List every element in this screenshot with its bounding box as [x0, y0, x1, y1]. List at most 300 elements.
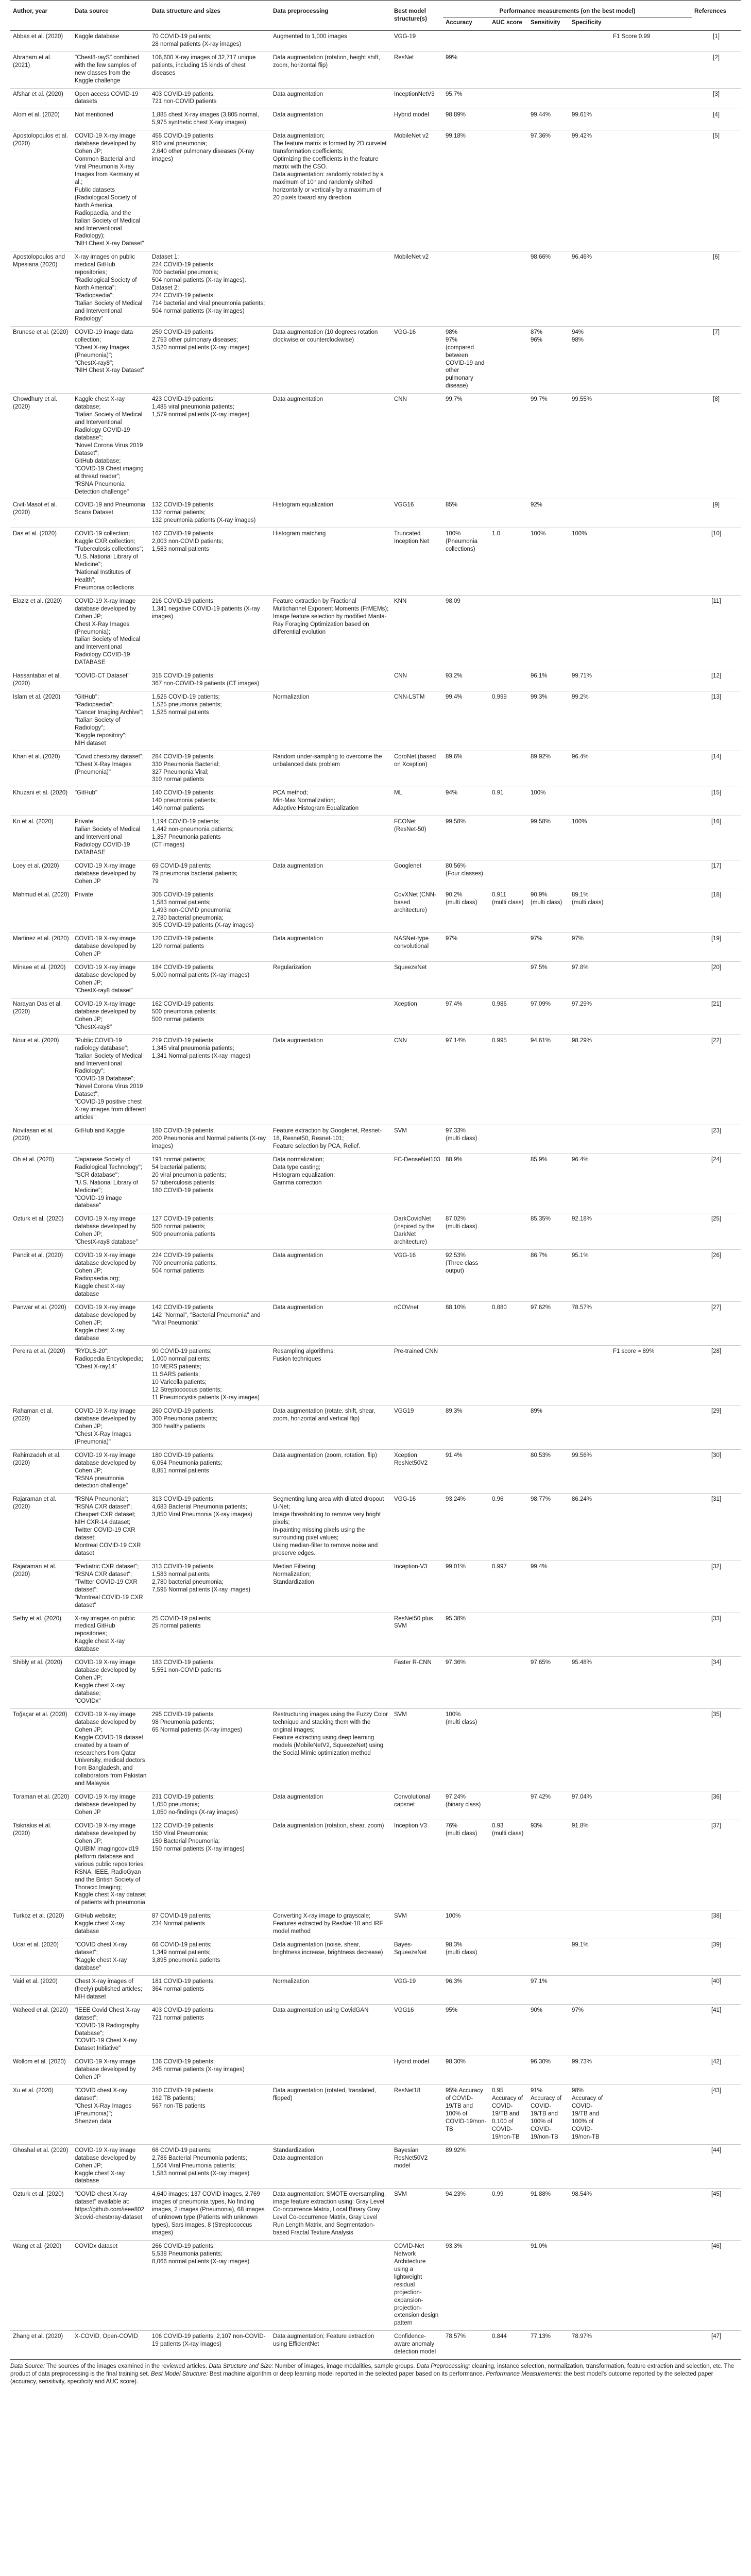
cell-other-metric — [610, 1820, 692, 1910]
cell-sensitivity — [528, 1125, 569, 1154]
cell-data-structure: 266 COVID-19 patients; 5,538 Pneumonia patients; 8,066 normal patients (X-ray images) — [152, 2243, 250, 2265]
table-row — [10, 109, 741, 130]
cell-data-source: "COVID chest X-ray dataset" available at: https://github.com/ieee8023/covid-chestxray-dataset — [75, 2191, 144, 2221]
cell-best-model: Confidence-aware anomaly detection model — [394, 2333, 436, 2355]
cell-best-model: SVM — [394, 1711, 407, 1718]
cell-auc — [489, 816, 528, 860]
cell-author: Ozturk et al. (2020) — [13, 1216, 64, 1223]
table-row — [10, 1708, 741, 1791]
cell-specificity — [569, 1708, 610, 1791]
cell-specificity — [569, 1125, 610, 1154]
cell-data-structure: 260 COVID-19 patients; 300 Pneumonia patients; 300 healthy patients — [152, 1408, 218, 1430]
cell-accuracy: 97% — [446, 936, 458, 942]
cell-reference: [36] — [711, 1794, 722, 1801]
cell-best-model: VGG-16 — [394, 1252, 416, 1259]
cell-preprocessing: Data augmentation — [273, 91, 323, 97]
table-row — [10, 670, 741, 691]
cell-author: Afshar et al. (2020) — [13, 91, 63, 97]
cell-auc — [489, 109, 528, 130]
cell-other-metric — [610, 1250, 692, 1302]
cell-preprocessing: Data augmentation — [273, 396, 323, 403]
cell-data-source: GitHub and Kaggle — [75, 1128, 125, 1134]
cell-accuracy: 98.89% — [446, 112, 466, 118]
cell-data-structure: 162 COVID-19 patients; 2,003 non-COVID patients; 1,583 normal patients — [152, 531, 224, 553]
note-data-source — [10, 2363, 741, 2386]
cell-data-structure: 1,885 chest X-ray images (3,805 normal, 5,975 synthetic chest X-ray images) — [152, 112, 259, 126]
cell-reference: [35] — [711, 1711, 722, 1718]
cell-sensitivity: 100% — [531, 790, 546, 796]
cell-sensitivity: 91.88% — [531, 2191, 551, 2198]
table-row — [10, 394, 741, 499]
table-row — [10, 1910, 741, 1939]
cell-best-model: Convolutional capsnet — [394, 1794, 430, 1808]
cell-preprocessing — [270, 251, 391, 326]
cell-sensitivity: 99.44% — [531, 112, 551, 118]
cell-other-metric — [610, 1975, 692, 2004]
cell-accuracy: 98.30% — [446, 2059, 466, 2065]
cell-best-model: CoroNet (based on Xception) — [394, 753, 436, 768]
cell-accuracy: 94.23% — [446, 2191, 466, 2198]
cell-other-metric — [610, 130, 692, 251]
cell-data-structure: 68 COVID-19 patients; 2,786 Bacterial Pneumonia patients; 1,504 Viral Pneumonia patients; 1,583 normal patients (X-ray images) — [152, 2147, 250, 2177]
cell-sensitivity — [528, 30, 569, 52]
cell-reference: [40] — [711, 1978, 722, 1985]
cell-auc: 0.986 — [492, 1001, 507, 1007]
cell-accuracy: 99% — [446, 54, 458, 61]
table-row — [10, 1035, 741, 1125]
cell-reference: [18] — [711, 891, 722, 898]
cell-accuracy: 88.9% — [446, 1156, 463, 1163]
cell-data-source: COVID-19 X-ray image database developed by Cohen JP; Kaggle COVID-19 dataset created by a team of researchers from Qatar University, medical doctors from Bangladesh, and collaborators from Pakistan and Malaysia — [75, 1711, 147, 1787]
cell-auc: 0.93 (multi class) — [492, 1823, 524, 1837]
cell-data-source: X-ray images on public medical GitHub repositories; "Radiological Society of North America"; "Radiopaedia"; "Italian Society of Medical and Interventional Radiology" — [75, 254, 143, 322]
cell-reference: [11] — [711, 598, 721, 604]
cell-sensitivity — [528, 2144, 569, 2189]
cell-accuracy: 93.3% — [446, 2243, 463, 2249]
cell-accuracy: 97.33% (multi class) — [446, 1128, 477, 1142]
note-text: the best model's outcome reported by the selected paper (accuracy, sensitivity, specificity and AUC score). — [10, 2371, 713, 2385]
cell-accuracy: 93.24% — [446, 1496, 466, 1503]
cell-accuracy: 87.02% (multi class) — [446, 1216, 477, 1230]
cell-reference: [30] — [711, 1452, 722, 1459]
cell-sensitivity: 98.77% — [531, 1496, 551, 1503]
cell-other-metric — [610, 670, 692, 691]
cell-author: Rahimzadeh et al. (2020) — [13, 1452, 61, 1466]
table-row — [10, 1405, 741, 1450]
cell-data-source: "COVID chest X-ray dataset"; "Chest X-Ray Images (Pneumonia)"; Shenzen data — [75, 2088, 132, 2125]
table-row — [10, 933, 741, 962]
table-row — [10, 251, 741, 326]
table-row — [10, 1250, 741, 1302]
note-text: Number of images, image modalities, sample groups. — [275, 2363, 415, 2370]
cell-preprocessing: Random under-sampling to overcome the unbalanced data problem — [273, 753, 382, 768]
table-row — [10, 1939, 741, 1976]
cell-preprocessing: Data augmentation (rotation, shear, zoom) — [273, 1823, 384, 1829]
cell-auc: 0.95 Accuracy of COVID-19/TB and 0.100 of COVID-19/non-TB — [492, 2088, 523, 2140]
cell-data-source: Private — [75, 891, 93, 898]
cell-data-structure: 284 COVID-19 patients; 330 Pneumonia Bacterial; 327 Pneumonia Viral; 310 normal patients — [152, 753, 220, 783]
cell-other-metric — [610, 1939, 692, 1976]
cell-other-metric — [610, 88, 692, 109]
cell-data-source: COVID-19 X-ray image database developed by Cohen JP; QUIBIM imagingcovid19 platform database and various public repositories; RSNA, IEEE, RadioGyan and the British Society of Thoracic Imaging; Kaggle chest X-ray dataset of patients with pneumonia — [75, 1823, 146, 1906]
cell-accuracy: 80.56% (Four classes) — [446, 862, 483, 877]
cell-data-structure: 87 COVID-19 patients; 234 Normal patients — [152, 1913, 212, 1927]
cell-sensitivity: 91.0% — [531, 2243, 548, 2249]
cell-specificity: 99.1% — [572, 1942, 589, 1948]
cell-best-model: VGG16 — [394, 2007, 414, 2013]
cell-reference: [4] — [713, 112, 720, 118]
cell-data-structure: 90 COVID-19 patients; 1,000 normal patients; 10 MERS patients; 11 SARS patients; 10 Varicella patients; 12 Streptococcus patients; 11 Pneumocystis patients (X-ray images) — [152, 1348, 260, 1401]
cell-data-structure: 305 COVID-19 patients; 1,583 normal patients; 1,493 non-COVID pneumonia; 2,780 bacterial pneumonia; 305 COVID-19 patients (X-ray images) — [152, 891, 254, 929]
cell-other-metric — [610, 52, 692, 88]
cell-specificity — [569, 1910, 610, 1939]
cell-author: Turkoz et al. (2020) — [13, 1913, 64, 1920]
cell-sensitivity: 97.62% — [531, 1304, 551, 1311]
cell-other-metric — [610, 251, 692, 326]
cell-specificity: 97.04% — [572, 1794, 592, 1801]
cell-accuracy: 95% Accuracy of COVID-19/TB and 100% of COVID-19/non-TB — [446, 2088, 487, 2132]
cell-specificity — [569, 860, 610, 889]
cell-best-model: Googlenet — [394, 862, 422, 869]
cell-auc — [489, 499, 528, 528]
cell-sensitivity: 85.35% — [531, 1216, 551, 1223]
cell-author: Elaziz et al. (2020) — [13, 598, 62, 604]
cell-reference: [13] — [711, 694, 722, 701]
cell-author: Alom et al. (2020) — [13, 112, 60, 118]
cell-accuracy: 98.09 — [446, 598, 460, 604]
cell-data-structure: 180 COVID-19 patients; 200 Pneumonia and Normal patients (X-ray images) — [152, 1128, 266, 1149]
cell-specificity: 98.29% — [572, 1037, 592, 1044]
cell-accuracy: 100% (multi class) — [446, 1711, 477, 1725]
cell-author: Oh et al. (2020) — [13, 1156, 54, 1163]
cell-preprocessing: Data augmentation (rotation, height shift, zoom, horizontal flip) — [273, 54, 380, 69]
cell-sensitivity: 93% — [531, 1823, 543, 1829]
cell-reference: [9] — [713, 502, 720, 509]
table-body — [10, 30, 741, 2359]
cell-other-metric — [610, 691, 692, 751]
table-row — [10, 889, 741, 933]
cell-reference: [2] — [713, 54, 720, 61]
cell-other-metric — [610, 2056, 692, 2085]
cell-author: Das et al. (2020) — [13, 531, 57, 537]
cell-sensitivity: 97% — [531, 936, 543, 942]
cell-auc: 0.997 — [492, 1563, 507, 1570]
table-row — [10, 2004, 741, 2056]
cell-preprocessing — [270, 998, 391, 1035]
cell-reference: [34] — [711, 1659, 722, 1666]
cell-best-model: VGG16 — [394, 502, 414, 509]
cell-sensitivity — [528, 1939, 569, 1976]
cell-sensitivity — [528, 1613, 569, 1657]
cell-data-structure: 313 COVID-19 patients; 1,583 normal patients; 2,780 bacterial pneumonia; 7,595 Normal patients (X-ray images) — [152, 1563, 251, 1593]
cell-auc — [489, 670, 528, 691]
cell-reference: [8] — [713, 396, 720, 403]
cell-auc — [489, 394, 528, 499]
cell-reference: [47] — [711, 2333, 722, 2340]
cell-best-model: MobileNet v2 — [394, 133, 429, 140]
cell-data-source: COVID-19 and Pneumonia Scans Dataset — [75, 502, 145, 516]
cell-best-model: FCONet (ResNet-50) — [394, 819, 426, 833]
cell-other-metric — [610, 933, 692, 962]
cell-best-model: NASNet-type convolutional — [394, 936, 429, 950]
table-row — [10, 1346, 741, 1405]
cell-specificity — [569, 1405, 610, 1450]
cell-sensitivity — [528, 1910, 569, 1939]
cell-sensitivity — [528, 52, 569, 88]
cell-best-model: ResNet50 plus SVM — [394, 1615, 433, 1630]
cell-author: Rahaman et al. (2020) — [13, 1408, 53, 1422]
cell-auc: 0.99 — [492, 2191, 504, 2198]
cell-best-model: MobileNet v2 — [394, 254, 429, 261]
cell-preprocessing — [270, 889, 391, 933]
header-data-structure: Data structure and sizes — [149, 1, 270, 31]
table-row — [10, 1975, 741, 2004]
table-row — [10, 1657, 741, 1709]
cell-other-metric — [610, 2189, 692, 2241]
cell-data-source: "Public COVID-19 radiology database"; "Italian Society of Medical and Interventional Radiology"; "COVID-19 Database"; "Novel Corona Virus 2019 Dataset"; "COVID-19 positive chest X-ray images from different articles" — [75, 1037, 146, 1121]
cell-specificity: 100% — [572, 819, 587, 825]
header-performance-group: Performance measurements (on the best model) — [443, 1, 692, 18]
cell-author: Sethy et al. (2020) — [13, 1615, 61, 1622]
cell-best-model: ResNet18 — [394, 2088, 421, 2094]
cell-sensitivity: 97.65% — [531, 1659, 551, 1666]
cell-specificity: 99.55% — [572, 396, 592, 403]
cell-other-metric — [610, 1405, 692, 1450]
cell-auc: 0.999 — [492, 694, 507, 701]
cell-reference: [38] — [711, 1913, 722, 1920]
cell-accuracy: 99.4% — [446, 694, 463, 701]
table-row — [10, 1301, 741, 1346]
cell-specificity — [569, 1561, 610, 1613]
cell-auc: 1.0 — [492, 531, 500, 537]
cell-best-model: ResNet — [394, 54, 414, 61]
cell-data-structure: 184 COVID-19 patients; 5,000 normal patients (X-ray images) — [152, 964, 250, 979]
cell-data-source: COVIDx dataset — [75, 2243, 118, 2249]
cell-auc — [489, 1213, 528, 1250]
cell-best-model: COVID-Net Network Architecture using a lightweight residual projection-expansion-projection-extension design pattern — [394, 2243, 439, 2327]
table-row — [10, 787, 741, 816]
cell-specificity: 96.4% — [572, 1156, 589, 1163]
cell-reference: [45] — [711, 2191, 722, 2198]
header-accuracy: Accuracy — [443, 17, 489, 30]
cell-other-metric — [610, 998, 692, 1035]
cell-specificity: 99.71% — [572, 673, 592, 680]
cell-data-source: COVID-19 X-ray image database developed by Cohen JP; Common Bacterial and Viral Pneumonia X-ray Images from Kermany et al.; Public datasets (Radiological Society of North America, Radiopaedia, and the Italian Society of Medical and Interventional Radiology); "NIH Chest X-ray Dataset" — [75, 133, 144, 247]
cell-data-source: COVID-19 X-ray image database developed by Cohen JP; "ChestX-ray8" — [75, 1001, 136, 1030]
cell-specificity: 98.54% — [572, 2191, 592, 2198]
cell-auc — [489, 326, 528, 394]
cell-reference: [26] — [711, 1252, 722, 1259]
cell-author: Waheed et al. (2020) — [13, 2007, 68, 2013]
cell-other-metric — [610, 889, 692, 933]
cell-author: Toğaçar et al. (2020) — [13, 1711, 67, 1718]
cell-reference: [16] — [711, 819, 722, 825]
cell-other-metric — [610, 1035, 692, 1125]
cell-data-structure: 162 COVID-19 patients; 500 pneumonia patients; 500 normal patients — [152, 1001, 217, 1023]
cell-other-metric — [610, 2241, 692, 2331]
cell-reference: [37] — [711, 1823, 722, 1829]
cell-specificity: 99.42% — [572, 133, 592, 140]
cell-other-metric — [610, 394, 692, 499]
cell-accuracy: 99.01% — [446, 1563, 466, 1570]
cell-author: Apostolopoulos et al. (2020) — [13, 133, 68, 147]
cell-preprocessing: Median Filtering; Normalization; Standardization — [273, 1563, 317, 1585]
cell-data-source: COVID-19 X-ray image database developed by Cohen JP; Chest X-Ray Images (Pneumonia); Italian Society of Medical and Interventional Radiology COVID-19 DATABASE — [75, 598, 141, 666]
cell-author: Islam et al. (2020) — [13, 694, 61, 701]
cell-best-model: CNN — [394, 396, 407, 403]
cell-specificity — [569, 88, 610, 109]
cell-preprocessing: PCA method; Min-Max Normalization; Adaptive Histogram Equalization — [273, 790, 359, 812]
table-row — [10, 1494, 741, 1561]
cell-specificity: 91.8% — [572, 1823, 589, 1829]
cell-preprocessing: Data normalization; Data type casting; Histogram equalization; Gamma correction — [273, 1156, 335, 1186]
cell-best-model: InceptionNetV3 — [394, 91, 435, 97]
table-row — [10, 1613, 741, 1657]
cell-sensitivity: 96.1% — [531, 673, 548, 680]
cell-data-source: "COVID-CT Dataset" — [75, 673, 130, 680]
cell-sensitivity: 97.1% — [531, 1978, 548, 1985]
cell-auc — [489, 1154, 528, 1213]
cell-accuracy: 99.18% — [446, 133, 466, 140]
cell-preprocessing: Data augmentation — [273, 936, 323, 942]
table-row — [10, 860, 741, 889]
cell-reference: [44] — [711, 2147, 722, 2154]
header-preprocessing: Data preprocessing — [270, 1, 391, 31]
cell-auc: 0.911 (multi class) — [492, 891, 524, 906]
cell-reference: [23] — [711, 1128, 722, 1134]
cell-sensitivity: 87% 96% — [531, 329, 543, 343]
cell-specificity: 96.46% — [572, 254, 592, 261]
cell-best-model: Inception-V3 — [394, 1563, 428, 1570]
cell-auc: 0.995 — [492, 1037, 507, 1044]
cell-best-model: FC-DenseNet103 — [394, 1156, 440, 1163]
cell-sensitivity: 98.66% — [531, 254, 551, 261]
cell-preprocessing — [270, 1657, 391, 1709]
cell-data-structure: 295 COVID-19 patients; 98 Pneumonia patients; 65 Normal patients (X-ray images) — [152, 1711, 243, 1733]
cell-author: Shibly et al. (2020) — [13, 1659, 62, 1666]
cell-preprocessing — [270, 2241, 391, 2331]
cell-specificity — [569, 787, 610, 816]
table-row — [10, 2085, 741, 2145]
cell-specificity: 97.29% — [572, 1001, 592, 1007]
cell-data-structure: 127 COVID-19 patients; 500 normal patients; 500 pneumonia patients — [152, 1216, 215, 1238]
note-label: Performance Measurements: — [486, 2371, 562, 2378]
cell-accuracy: 85% — [446, 502, 458, 509]
cell-preprocessing: Feature extraction by Googlenet, Resnet-18, Resnet50, Resnet-101; Feature selection by PCA, Relief. — [273, 1128, 382, 1149]
cell-specificity: 98% Accuracy of COVID-19/TB and 100% of COVID-19/non-TB — [572, 2088, 603, 2140]
cell-reference: [32] — [711, 1563, 722, 1570]
cell-author: Zhang et al. (2020) — [13, 2333, 63, 2340]
cell-auc — [489, 962, 528, 998]
cell-other-metric — [610, 1125, 692, 1154]
cell-reference: [15] — [711, 790, 722, 796]
cell-author: Brunese et al. (2020) — [13, 329, 69, 335]
cell-other-metric — [610, 962, 692, 998]
cell-preprocessing: Restructuring images using the Fuzzy Color technique and stacking them with the original images; Feature extracting using deep learning models (MobileNetV2, SqueezeNet) using the Social Mimic optimization method — [273, 1711, 388, 1756]
cell-reference: [29] — [711, 1408, 722, 1414]
cell-reference: [31] — [711, 1496, 722, 1503]
cell-accuracy — [443, 30, 489, 52]
cell-accuracy: 95.7% — [446, 91, 463, 97]
cell-reference: [3] — [713, 91, 720, 97]
cell-accuracy — [443, 1346, 489, 1405]
cell-specificity — [569, 1613, 610, 1657]
cell-best-model: Hybrid model — [394, 2059, 429, 2065]
cell-best-model: Hybrid model — [394, 112, 429, 118]
cell-other-metric — [610, 2004, 692, 2056]
header-best-model: Best model structure(s) — [391, 1, 443, 31]
cell-preprocessing: Standardization; Data augmentation — [273, 2147, 323, 2161]
table-row — [10, 52, 741, 88]
cell-reference: [20] — [711, 964, 722, 971]
cell-specificity: 97% — [572, 936, 584, 942]
cell-other-metric — [610, 1301, 692, 1346]
cell-other-metric — [610, 1708, 692, 1791]
cell-specificity: 95.1% — [572, 1252, 589, 1259]
cell-auc — [489, 1708, 528, 1791]
cell-author: Toraman et al. (2020) — [13, 1794, 70, 1801]
cell-author: Novitasari et al. (2020) — [13, 1128, 54, 1142]
cell-preprocessing: Augmented to 1,000 images — [273, 33, 347, 40]
cell-data-source: COVID-19 X-ray image database developed by Cohen JP; "Chest X-Ray Images (Pneumonia)" — [75, 1408, 136, 1445]
note-text: cleaning, instance selection, normalization, transformation, feature extraction and selection, etc. The product of data preprocessing is the final training set. — [10, 2363, 735, 2378]
cell-auc — [489, 130, 528, 251]
cell-auc: 0.96 — [492, 1496, 504, 1503]
cell-accuracy: 93.2% — [446, 673, 463, 680]
header-other-metric — [610, 17, 692, 30]
cell-best-model: VGG-16 — [394, 329, 416, 335]
cell-author: Chowdhury et al. (2020) — [13, 396, 58, 411]
cell-preprocessing — [270, 1613, 391, 1657]
cell-auc — [489, 1939, 528, 1976]
cell-author: Narayan Das et al. (2020) — [13, 1001, 62, 1015]
table-row — [10, 2189, 741, 2241]
cell-other-metric — [610, 499, 692, 528]
table-row — [10, 595, 741, 670]
cell-sensitivity: 97.09% — [531, 1001, 551, 1007]
cell-preprocessing: Histogram matching — [273, 531, 326, 537]
cell-auc — [489, 52, 528, 88]
header-specificity: Specificity — [569, 17, 610, 30]
cell-data-structure: 250 COVID-19 patients; 2,753 other pulmonary diseases; 3,520 normal patients (X-ray images) — [152, 329, 250, 351]
cell-preprocessing: Converting X-ray image to grayscale; Features extracted by ResNet-18 and IRF model method — [273, 1913, 383, 1935]
cell-data-source: COVID-19 X-ray image database developed by Cohen JP; "ChestX-ray8 database" — [75, 1216, 138, 1246]
cell-data-structure: 181 COVID-19 patients; 364 normal patients — [152, 1978, 215, 1992]
cell-data-structure: 191 normal patients; 54 bacterial patients; 20 viral pneumonia patients; 57 tuberculosis patients; 180 COVID-19 patients — [152, 1156, 226, 1194]
cell-author: Ozturk et al. (2020) — [13, 2191, 64, 2198]
table-row — [10, 30, 741, 52]
cell-other-metric — [610, 1561, 692, 1613]
cell-preprocessing: Resampling algorithms; Fusion techniques — [273, 1348, 335, 1363]
cell-accuracy: 97.4% — [446, 1001, 463, 1007]
note-label: Best Model Structure: — [150, 2371, 208, 2378]
cell-accuracy: 89.3% — [446, 1408, 463, 1414]
cell-reference: [28] — [711, 1348, 722, 1355]
table-header — [10, 1, 741, 31]
cell-author: Khan et al. (2020) — [13, 753, 60, 760]
cell-best-model: CNN-LSTM — [394, 694, 425, 701]
table-row — [10, 528, 741, 596]
table-row — [10, 998, 741, 1035]
cell-other-metric — [610, 326, 692, 394]
cell-data-source: Open access COVID-19 datasets — [75, 91, 139, 105]
cell-specificity: 99.56% — [572, 1452, 592, 1459]
cell-reference: [7] — [713, 329, 720, 335]
cell-data-structure: 403 COVID-19 patients; 721 non-COVID patients — [152, 91, 217, 105]
cell-sensitivity: 90% — [531, 2007, 543, 2013]
cell-data-source: "RSNA Pneumonia"; "RSNA CXR dataset"; Chexpert CXR dataset; NIH CXR-14 dataset; Twitter COVID-19 CXR dataset; Montreal COVID-19 CXR dataset — [75, 1496, 141, 1556]
cell-data-structure: 216 COVID-19 patients; 1,341 negative COVID-19 patients (X-ray images) — [152, 598, 260, 620]
